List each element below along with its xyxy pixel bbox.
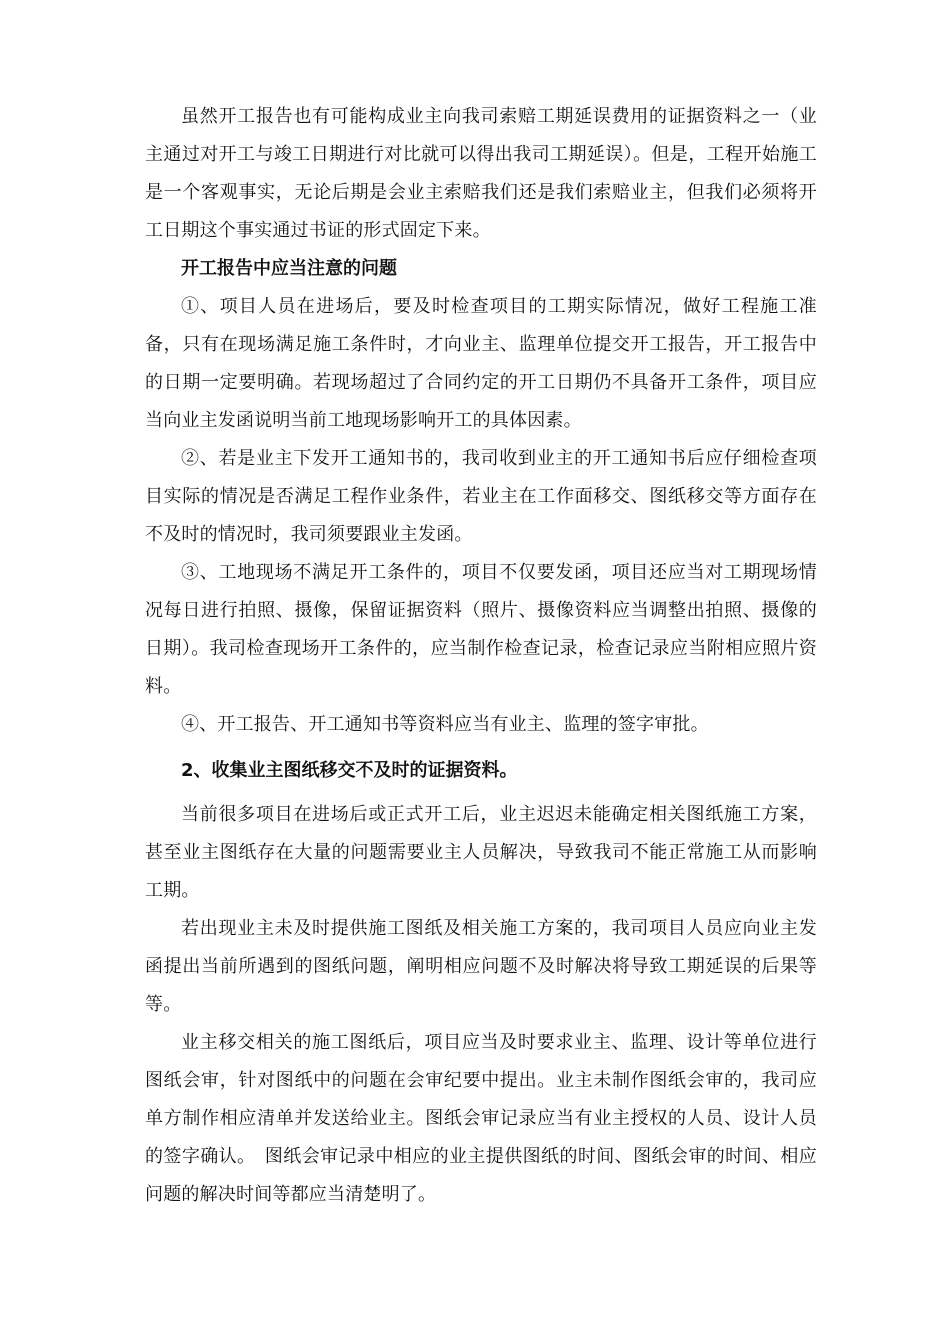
paragraph-item-3: ③、工地现场不满足开工条件的，项目不仅要发函，项目还应当对工期现场情况每日进行拍照、摄像，保留证据资料（照片、摄像资料应当调整出拍照、摄像的日期）。我司检查现场开工条件的，应当制作检查记录，检查记录应当附相应照片资料。: [145, 562, 817, 697]
document-page: [145, 98, 817, 1214]
heading-section-2: 2、收集业主图纸移交不及时的证据资料。: [181, 760, 518, 781]
paragraph-item-2: ②、若是业主下发开工通知书的，我司收到业主的开工通知书后应仔细检查项目实际的情况是否满足工程作业条件，若业主在工作面移交、图纸移交等方面存在不及时的情况时，我司须要跟业主发函。: [145, 448, 817, 545]
paragraph-drawing-review: 业主移交相关的施工图纸后，项目应当及时要求业主、监理、设计等单位进行图纸会审，针对图纸中的问题在会审纪要中提出。业主未制作图纸会审的，我司应单方制作相应清单并发送给业主。图纸会审记录应当有业主授权的人员、设计人员的签字确认。 图纸会审记录中相应的业主提供图纸的时间、图纸会审的时间、相应问题的解决时间等都应当清楚明了。: [145, 1032, 817, 1205]
paragraph-send-letter: 若出现业主未及时提供施工图纸及相关施工方案的，我司项目人员应向业主发函提出当前所遇到的图纸问题，阐明相应问题不及时解决将导致工期延误的后果等等。: [145, 918, 817, 1015]
paragraph-item-4: ④、开工报告、开工通知书等资料应当有业主、监理的签字审批。: [181, 714, 709, 735]
paragraph-drawings-delay: 当前很多项目在进场后或正式开工后，业主迟迟未能确定相关图纸施工方案，甚至业主图纸存在大量的问题需要业主人员解决，导致我司不能正常施工从而影响工期。: [145, 804, 817, 901]
paragraph-item-1: ①、项目人员在进场后，要及时检查项目的工期实际情况，做好工程施工准备，只有在现场满足施工条件时，才向业主、监理单位提交开工报告，开工报告中的日期一定要明确。若现场超过了合同约定的开工日期仍不具备开工条件，项目应当向业主发函说明当前工地现场影响开工的具体因素。: [145, 296, 817, 431]
paragraph-intro: 虽然开工报告也有可能构成业主向我司索赔工期延误费用的证据资料之一（业主通过对开工与竣工日期进行对比就可以得出我司工期延误）。但是，工程开始施工是一个客观事实，无论后期是会业主索赔我们还是我们索赔业主，但我们必须将开工日期这个事实通过书证的形式固定下来。: [145, 106, 817, 241]
heading-start-report-issues: 开工报告中应当注意的问题: [181, 258, 397, 279]
